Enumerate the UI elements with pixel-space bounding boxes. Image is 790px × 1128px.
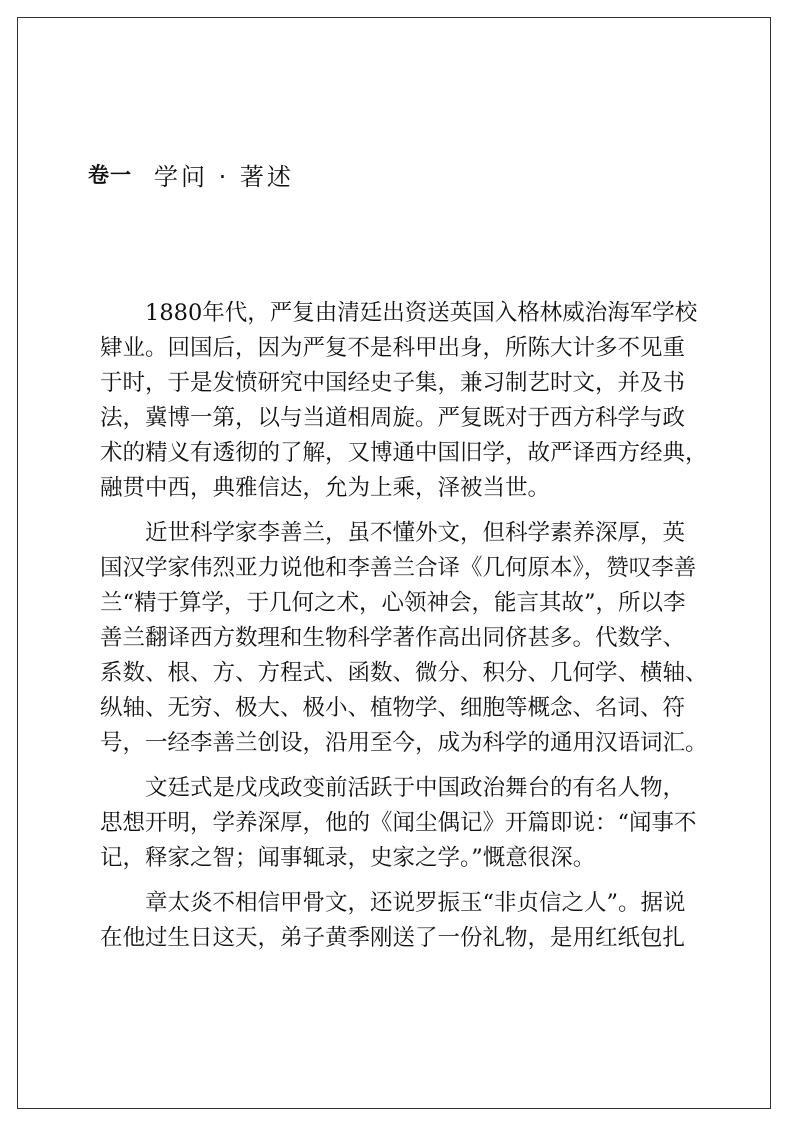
chapter-heading <box>88 154 294 194</box>
text-line: 纵轴、无穷、极大、极小、植物学、细胞等概念、名词、符 <box>100 695 686 721</box>
text-line: 在他过生日这天，弟子黄季刚送了一份礼物，是用红纸包扎 <box>100 925 686 951</box>
text-line: 国汉学家伟烈亚力说他和李善兰合译《几何原本》，赞叹李善 <box>100 555 697 581</box>
paragraph-wen-tingshi <box>100 771 697 876</box>
text-line: 文廷式是戊戌政变前活跃于中国政治舞台的有名人物， <box>145 775 686 801</box>
text-line: 系数、根、方、方程式、函数、微分、积分、几何学、横轴、 <box>100 660 708 686</box>
text-line: 章太炎不相信甲骨文，还说罗振玉“非贞信之人”。据说 <box>145 890 686 916</box>
paragraph-yan-fu <box>100 296 708 506</box>
paragraph-li-shanlan <box>100 516 708 761</box>
text-line: 思想开明，学养深厚，他的《闻尘偶记》开篇即说：“闻事不 <box>100 810 697 836</box>
text-line: 号，一经李善兰创设，沿用至今，成为科学的通用汉语词汇。 <box>100 730 708 756</box>
paragraph-zhang-taiyan <box>100 886 686 956</box>
chapter-title: 学问 · 著述 <box>154 162 294 191</box>
text-line: 法，冀博一第，以与当道相周旋。严复既对于西方科学与政 <box>100 405 686 431</box>
text-line: 1880年代，严复由清廷出资送英国入格林威治海军学校 <box>145 300 698 326</box>
text-line: 近世科学家李善兰，虽不懂外文，但科学素养深厚，英 <box>145 520 686 546</box>
text-line: 兰“精于算学，于几何之术，心领神会，能言其故”，所以李 <box>100 590 686 616</box>
text-line: 于时，于是发愤研究中国经史子集，兼习制艺时文，并及书 <box>100 370 686 396</box>
text-line: 肄业。回国后，因为严复不是科甲出身，所陈大计多不见重 <box>100 335 686 361</box>
chapter-label: 卷一 <box>88 163 132 187</box>
text-line: 融贯中西，典雅信达，允为上乘，泽被当世。 <box>100 475 551 501</box>
text-line: 记，释家之智；闻事辄录，史家之学。”慨意很深。 <box>100 845 596 871</box>
text-line: 术的精义有透彻的了解，又博通中国旧学，故严译西方经典， <box>100 440 708 466</box>
body-text <box>100 296 708 966</box>
text-line: 善兰翻译西方数理和生物科学著作高出同侪甚多。代数学、 <box>100 625 686 651</box>
